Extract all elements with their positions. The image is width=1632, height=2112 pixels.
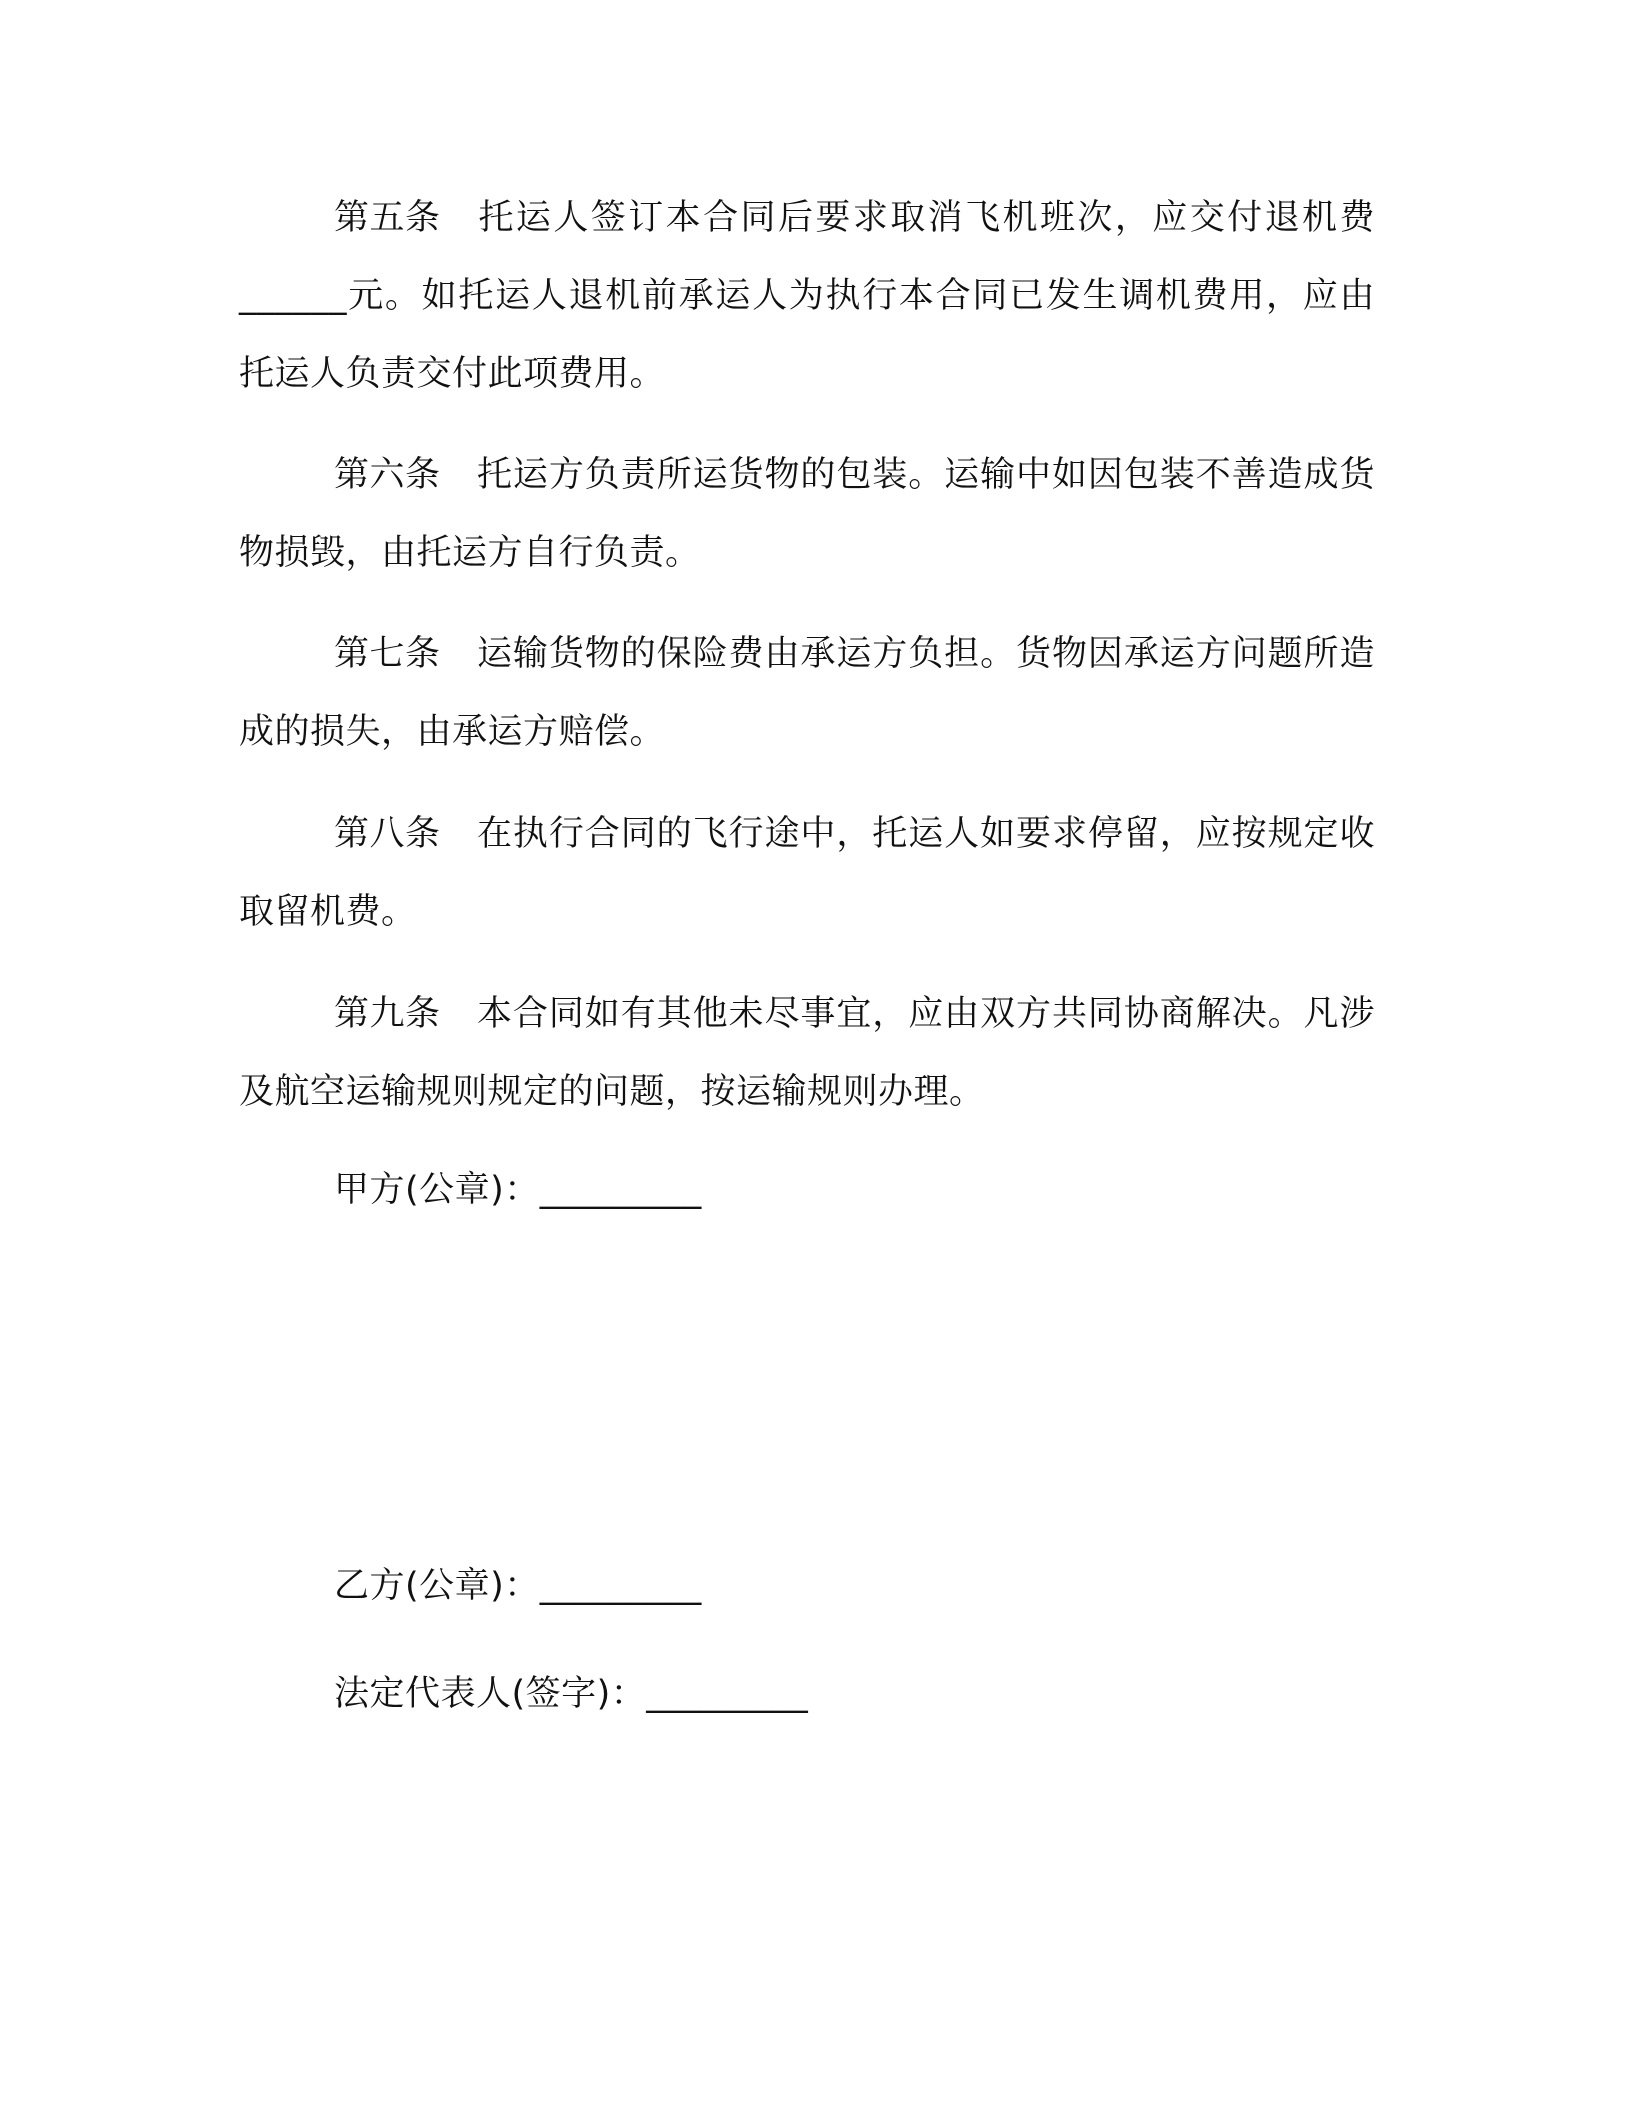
party-b-seal-line: 乙方(公章)：_________ — [334, 1566, 702, 1606]
article-9-number: 第九条 — [334, 994, 441, 1034]
article-7 — [239, 615, 1375, 771]
article-8-text: 在执行合同的飞行途中，托运人如要求停留，应按规定收取留机费。 — [239, 814, 1375, 932]
article-6-text: 托运方负责所运货物的包装。运输中如因包装不善造成货物损毁，由托运方自行负责。 — [239, 455, 1375, 573]
article-6 — [239, 436, 1375, 592]
article-6-number: 第六条 — [334, 455, 441, 495]
article-7-text: 运输货物的保险费由承运方负担。货物因承运方问题所造成的损失，由承运方赔偿。 — [239, 634, 1375, 752]
legal-representative-signature-line: 法定代表人(签字)：_________ — [334, 1674, 809, 1714]
article-7-number: 第七条 — [334, 634, 441, 674]
article-9 — [239, 975, 1375, 1131]
article-5-number: 第五条 — [334, 198, 441, 238]
article-5 — [239, 179, 1375, 413]
article-5-text: 托运人签订本合同后要求取消飞机班次，应交付退机费______元。如托运人退机前承运人为执行本合同已发生调机费用，应由托运人负责交付此项费用。 — [239, 198, 1375, 394]
party-a-seal-line: 甲方(公章)：_________ — [334, 1170, 702, 1210]
article-8-number: 第八条 — [334, 814, 441, 854]
article-9-text: 本合同如有其他未尽事宜，应由双方共同协商解决。凡涉及航空运输规则规定的问题，按运输规则办理。 — [239, 994, 1375, 1112]
article-8 — [239, 795, 1375, 951]
